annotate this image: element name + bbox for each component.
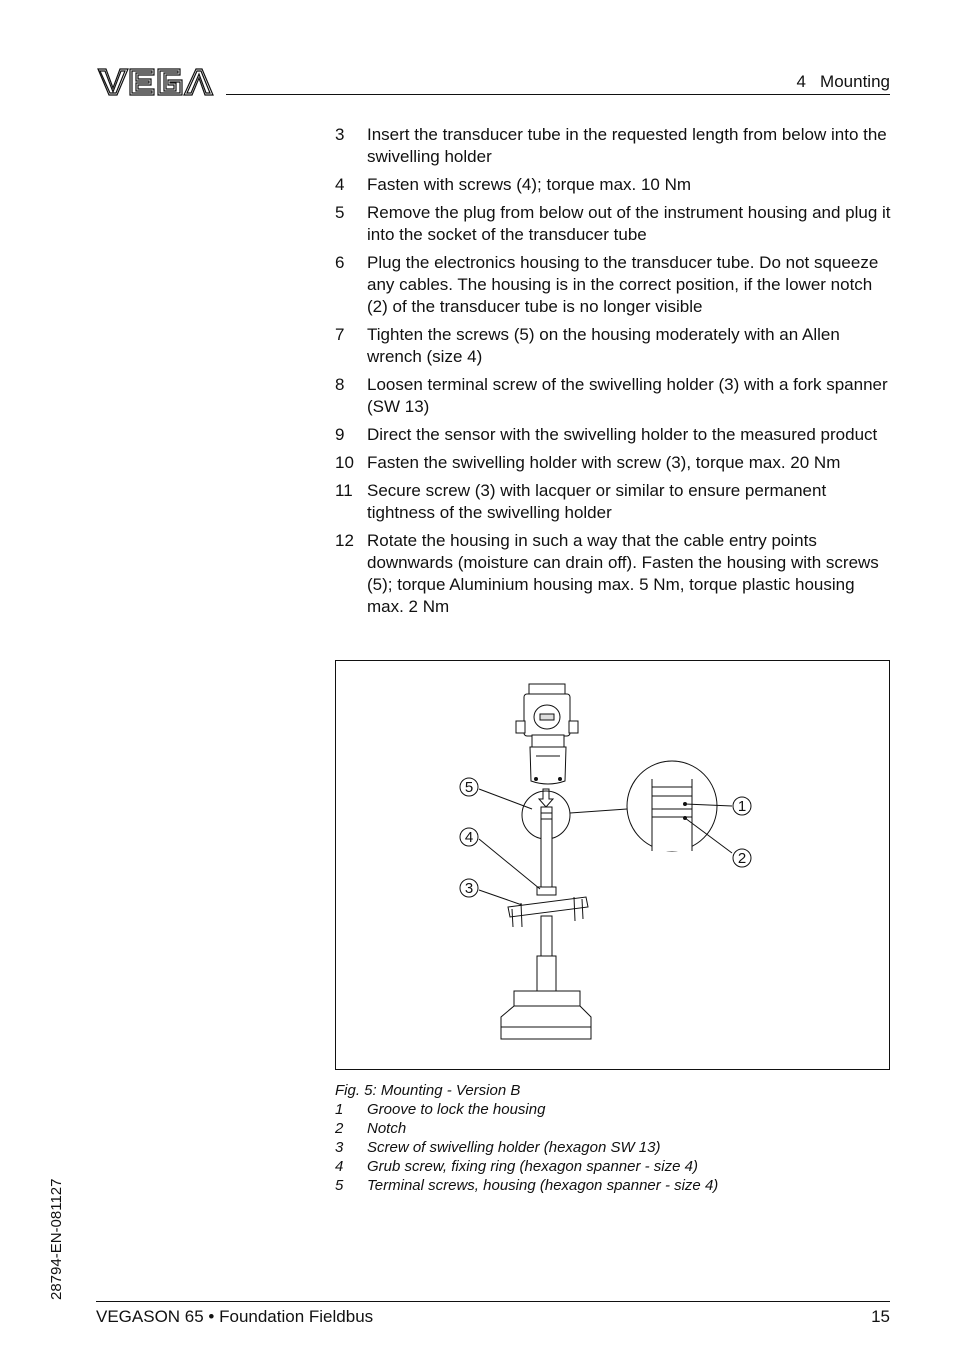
step-text: Rotate the housing in such a way that the cable entry points downwards (moisture can drain off). Fasten the housing with screws (5); torque Aluminium housing max. 5 Nm, torque plastic housing max. 2 Nm xyxy=(367,531,879,616)
step-item xyxy=(335,374,895,418)
mounting-figure xyxy=(335,660,890,1070)
legend-text: Groove to lock the housing xyxy=(367,1101,546,1118)
step-text: Insert the transducer tube in the requested length from below into the swivelling holder xyxy=(367,125,887,166)
step-item xyxy=(335,124,895,168)
step-text: Tighten the screws (5) on the housing moderately with an Allen wrench (size 4) xyxy=(367,325,840,366)
step-item xyxy=(335,424,895,446)
callout-4: 4 xyxy=(464,829,474,846)
document-id: 28794-EN-081127 xyxy=(48,1178,65,1300)
step-item xyxy=(335,324,895,368)
step-number: 12 xyxy=(335,531,354,550)
step-number: 11 xyxy=(335,481,353,500)
step-item xyxy=(335,452,895,474)
leader-4 xyxy=(479,839,540,889)
step-number: 7 xyxy=(335,325,345,344)
figure-caption: Fig. 5: Mounting - Version B xyxy=(335,1082,521,1099)
swivel-flange xyxy=(508,897,588,917)
step-text: Secure screw (3) with lacquer or similar to ensure permanent tightness of the swivelling holder xyxy=(367,481,827,522)
legend-number: 1 xyxy=(335,1101,344,1118)
footer-rule xyxy=(96,1301,890,1302)
callout-1: 1 xyxy=(737,798,747,815)
vega-logo xyxy=(96,66,214,98)
legend-text: Screw of swivelling holder (hexagon SW 13) xyxy=(367,1139,661,1156)
step-number: 4 xyxy=(335,175,345,194)
footer-title: VEGASON 65 • Foundation Fieldbus xyxy=(96,1307,374,1326)
mounting-drawing xyxy=(336,661,889,1069)
step-number: 5 xyxy=(335,203,345,222)
legend-number: 2 xyxy=(335,1120,344,1137)
callout-5: 5 xyxy=(464,779,474,796)
step-item xyxy=(335,202,895,246)
legend-number: 4 xyxy=(335,1158,344,1175)
legend-item xyxy=(335,1176,718,1195)
step-text: Remove the plug from below out of the instrument housing and plug it into the socket of the transducer tube xyxy=(367,203,891,244)
step-number: 6 xyxy=(335,253,345,272)
legend-text: Grub screw, fixing ring (hexagon spanner - size 4) xyxy=(367,1158,698,1175)
cable-gland-right xyxy=(569,721,578,733)
legend-item xyxy=(335,1100,718,1119)
detail-tube xyxy=(652,779,692,851)
housing-collar xyxy=(532,735,564,747)
legend-text: Terminal screws, housing (hexagon spanner - size 4) xyxy=(367,1177,719,1194)
legend-item xyxy=(335,1157,718,1176)
legend-text: Notch xyxy=(367,1120,407,1137)
step-text: Loosen terminal screw of the swivelling holder (3) with a fork spanner (SW 13) xyxy=(367,375,888,416)
step-text: Plug the electronics housing to the transducer tube. Do not squeeze any cables. The housing is in the correct position, if the lower notch (2) of the transducer tube is no longer visible xyxy=(367,253,879,316)
leader-3 xyxy=(479,890,522,905)
page-number: 15 xyxy=(871,1307,890,1326)
step-list xyxy=(335,124,895,624)
callout-2: 2 xyxy=(737,850,747,867)
step-number: 3 xyxy=(335,125,345,144)
step-item xyxy=(335,252,895,318)
legend-item xyxy=(335,1138,718,1157)
lower-tube xyxy=(541,916,552,956)
leader-5 xyxy=(479,789,532,809)
step-number: 8 xyxy=(335,375,345,394)
step-number: 10 xyxy=(335,453,354,472)
step-item xyxy=(335,530,895,618)
cable-gland-left xyxy=(516,721,525,733)
step-item xyxy=(335,480,895,524)
horn-neck xyxy=(537,956,556,991)
callout-3: 3 xyxy=(464,880,474,897)
legend-number: 3 xyxy=(335,1139,344,1156)
step-text: Direct the sensor with the swivelling holder to the measured product xyxy=(367,425,878,444)
legend-item xyxy=(335,1119,718,1138)
horn-body xyxy=(501,991,591,1039)
header-rule xyxy=(226,94,890,95)
step-text: Fasten with screws (4); torque max. 10 Nm xyxy=(367,175,692,194)
step-text: Fasten the swivelling holder with screw (3), torque max. 20 Nm xyxy=(367,453,841,472)
legend-number: 5 xyxy=(335,1177,344,1194)
figure-legend xyxy=(335,1100,718,1195)
step-item xyxy=(335,174,895,196)
section-title: 4 Mounting xyxy=(796,72,890,91)
step-number: 9 xyxy=(335,425,345,444)
fixing-ring xyxy=(537,887,556,895)
